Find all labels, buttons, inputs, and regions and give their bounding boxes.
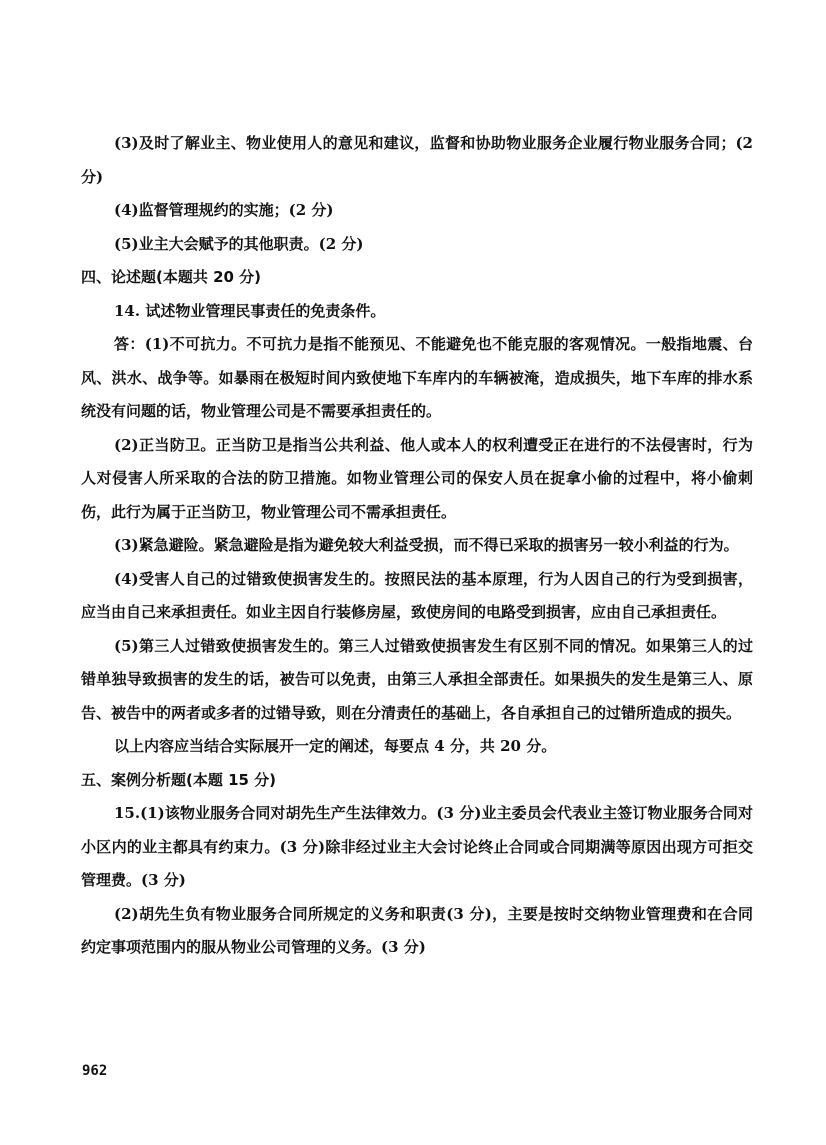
paragraph-duty-3: (3)及时了解业主、物业使用人的意见和建议，监督和协助物业服务企业履行物业服务合同；(2 分) bbox=[81, 134, 753, 186]
paragraph-duty-5: (5)业主大会赋予的其他职责。(2 分) bbox=[114, 234, 364, 253]
section-heading-essay: 四、论述题(本题共 20 分) bbox=[81, 268, 262, 286]
answer-victim-fault: (4)受害人自己的过错致使损害发生的。按照民法的基本原理，行为人因自己的行为受到损害，应当由自己来承担责任。如业主因自行装修房屋，致使房间的电路受到损害，应由自己承担责任。 bbox=[81, 569, 753, 621]
document-body bbox=[81, 127, 753, 965]
answer-self-defense: (2)正当防卫。正当防卫是指当公共利益、他人或本人的权利遭受正在进行的不法侵害时，行为人对侵害人所采取的合法的防卫措施。如物业管理公司的保安人员在捉拿小偷的过程中，将小偷刺伤，此行为属于正当防卫，物业管理公司不需承担责任。 bbox=[81, 435, 753, 521]
page-number: 962 bbox=[82, 1063, 108, 1079]
answer-emergency-avoidance: (3)紧急避险。紧急避险是指为避免较大利益受损，而不得已采取的损害另一较小利益的行为。 bbox=[114, 536, 739, 554]
answer-third-party-fault: (5)第三人过错致使损害发生的。第三人过错致使损害发生有区别不同的情况。如果第三人的过错单独导致损害的发生的话，被告可以免责，由第三人承担全部责任。如果损失的发生是第三人、原告、被告中的两者或多者的过错导致，则在分清责任的基础上，各自承担自己的过错所造成的损失。 bbox=[81, 636, 753, 722]
scoring-note: 以上内容应当结合实际展开一定的阐述，每要点 4 分，共 20 分。 bbox=[114, 737, 557, 755]
answer-force-majeure: 答：(1)不可抗力。不可抗力是指不能预见、不能避免也不能克服的客观情况。一般指地震、台风、洪水、战争等。如暴雨在极短时间内致使地下车库内的车辆被淹，造成损失，地下车库的排水系统没有问题的话，物业管理公司是不需要承担责任的。 bbox=[81, 335, 753, 420]
paragraph-duty-4: (4)监督管理规约的实施；(2 分) bbox=[114, 201, 334, 219]
answer-15-part-1: 15.(1)该物业服务合同对胡先生产生法律效力。(3 分)业主委员会代表业主签订物业服务合同对小区内的业主都具有约束力。(3 分)除非经过业主大会讨论终止合同或合同期满等原因出现方可拒交管理费。(3 分) bbox=[81, 804, 753, 889]
answer-15-part-2: (2)胡先生负有物业服务合同所规定的义务和职责(3 分)，主要是按时交纳物业管理费和在合同约定事项范围内的服从物业公司管理的义务。(3 分) bbox=[81, 904, 753, 956]
question-14: 14. 试述物业管理民事责任的免责条件。 bbox=[114, 301, 386, 320]
section-heading-case: 五、案例分析题(本题 15 分) bbox=[81, 770, 277, 789]
